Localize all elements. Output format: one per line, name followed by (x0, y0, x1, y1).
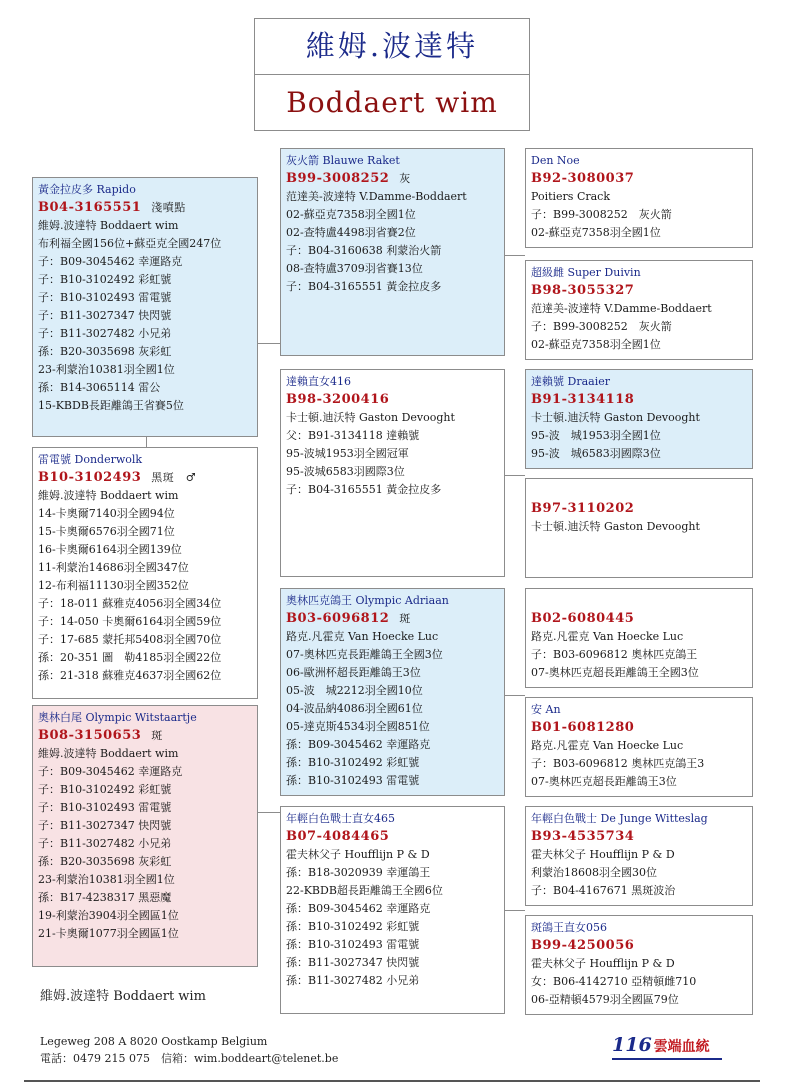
pedigree-line: Poitiers Crack (531, 190, 611, 203)
spacer (531, 482, 747, 500)
pedigree-card-hen416 (280, 369, 505, 577)
pedigree-line: 07-奧林匹克長距離鴿王全國3位 (286, 648, 443, 661)
pedigree-card-super-duivin (525, 260, 753, 360)
ring-number-text: B10-3102493 (38, 470, 142, 485)
ring-number (38, 199, 252, 217)
pedigree-line: 孫：B14-3065114 雷公 (38, 381, 161, 394)
ring-number (286, 391, 499, 409)
pigeon-name: 超級雌 Super Duivin (531, 266, 641, 279)
pedigree-line: 維姆.波達特 Boddaert wim (38, 219, 179, 232)
pedigree-card-b97 (525, 478, 753, 578)
site-logo (612, 1034, 722, 1058)
pedigree-line: 孫：20-351 圖 勒4185羽全國22位 (38, 651, 222, 664)
pedigree-card-witstaartje (32, 705, 258, 967)
pedigree-line: 子：14-050 卡奧爾6164羽全國59位 (38, 615, 222, 628)
pedigree-card-an (525, 697, 753, 797)
pigeon-name: 奧林匹克鴿王 Olympic Adriaan (286, 594, 449, 607)
ring-number (38, 469, 252, 487)
pedigree-line: 孫：B11-3027347 快閃號 (286, 956, 420, 969)
pedigree-line: 23-利蒙治10381羽全國1位 (38, 873, 175, 886)
ring-number-text: B07-4084465 (286, 829, 390, 844)
pedigree-line: 路克.凡霍克 Van Hoecke Luc (531, 630, 684, 643)
pigeon-name: 雷電號 Donderwolk (38, 453, 143, 466)
ring-number-text: B99-3008252 (286, 171, 390, 186)
pedigree-line: 子：B11-3027347 快閃號 (38, 819, 172, 832)
pedigree-line: 23-利蒙治10381羽全國1位 (38, 363, 175, 376)
pedigree-line: 06-亞精頓4579羽全國區79位 (531, 993, 679, 1006)
ring-number (531, 828, 747, 846)
pedigree-card-hen465 (280, 806, 505, 1014)
pigeon-name: 奧林白尾 Olympic Witstaartje (38, 711, 197, 724)
pedigree-line: 02-蘇亞克7358羽全國1位 (286, 208, 416, 221)
owner-name: 維姆.波達特 Boddaert wim (40, 989, 206, 1004)
footer-contact: 電話：0479 215 075 信箱：wim.boddeart@telenet.be (40, 1052, 339, 1065)
ring-number (531, 500, 747, 518)
pedigree-line: 95-波 城6583羽國際3位 (531, 447, 661, 460)
pedigree-card-b02 (525, 588, 753, 688)
ring-number (531, 937, 747, 955)
pedigree-line: 子：B10-3102492 彩虹號 (38, 273, 172, 286)
plumage-color: 淺噴點 (151, 201, 186, 214)
footer-address: Legeweg 208 A 8020 Oostkamp Belgium (40, 1035, 268, 1048)
pedigree-line: 霍夫林父子 Houfflijn P & D (286, 848, 430, 861)
pedigree-line: 子：B99-3008252 灰火箭 (531, 208, 672, 221)
pedigree-line: 維姆.波達特 Boddaert wim (38, 747, 179, 760)
pedigree-line: 卡士頓.迪沃特 Gaston Devooght (531, 520, 700, 533)
pigeon-name: 黃金拉皮多 Rapido (38, 183, 136, 196)
pedigree-line: 15-KBDB長距離鴿王省賽5位 (38, 399, 184, 412)
pedigree-line: 05-達克斯4534羽全國851位 (286, 720, 430, 733)
title-box (254, 18, 530, 131)
ring-number (286, 610, 499, 628)
pedigree-line: 孫：B10-3102492 彩虹號 (286, 756, 420, 769)
ring-number-text: B98-3200416 (286, 392, 390, 407)
pedigree-line: 08-查特盧3709羽省賽13位 (286, 262, 423, 275)
pigeon-name: 安 An (531, 703, 561, 716)
bottom-rule (24, 1080, 760, 1082)
connector (146, 437, 147, 447)
pedigree-line: 15-卡奧爾6576羽全國71位 (38, 525, 175, 538)
pedigree-line: 02-查特盧4498羽省賽2位 (286, 226, 416, 239)
ring-number (531, 719, 747, 737)
pedigree-card-donderwolk (32, 447, 258, 699)
pedigree-line: 子：B11-3027482 小兄弟 (38, 327, 172, 340)
pedigree-line: 子：B09-3045462 幸運路克 (38, 765, 183, 778)
plumage-color: 灰 (399, 172, 411, 185)
ring-number (531, 610, 747, 628)
pedigree-line: 霍夫林父子 Houfflijn P & D (531, 848, 675, 861)
pedigree-line: 維姆.波達特 Boddaert wim (38, 489, 179, 502)
pedigree-line: 子：18-011 蘇雅克4056羽全國34位 (38, 597, 222, 610)
pedigree-line: 06-歐洲杯超長距離鴿王3位 (286, 666, 421, 679)
pedigree-card-draaier (525, 369, 753, 469)
connector (258, 343, 280, 344)
ring-number-text: B93-4535734 (531, 829, 635, 844)
pedigree-line: 孫：B10-3102493 雷電號 (286, 938, 420, 951)
pedigree-line: 子：B10-3102492 彩虹號 (38, 783, 172, 796)
pedigree-line: 子：17-685 蒙托邦5408羽全國70位 (38, 633, 222, 646)
pigeon-name: 灰火箭 Blauwe Raket (286, 154, 400, 167)
pedigree-line: 95-波 城1953羽全國1位 (531, 429, 661, 442)
pedigree-line: 05-波 城2212羽全國10位 (286, 684, 423, 697)
ring-number-text: B04-3165551 (38, 200, 142, 215)
ring-number (286, 828, 499, 846)
pedigree-line: 孫：B10-3102493 雷電號 (286, 774, 420, 787)
pedigree-line: 子：B03-6096812 奧林匹克鴿王 (531, 648, 698, 661)
pedigree-line: 子：B04-4167671 黑斑波治 (531, 884, 676, 897)
pedigree-line: 孫：B18-3020939 幸運鴿王 (286, 866, 431, 879)
pedigree-line: 范達美-波達特 V.Damme-Boddaert (286, 190, 467, 203)
pedigree-line: 卡士頓.迪沃特 Gaston Devooght (286, 411, 455, 424)
logo-number: 116 (612, 1034, 652, 1056)
pedigree-line: 卡士頓.迪沃特 Gaston Devooght (531, 411, 700, 424)
pedigree-line: 子：B09-3045462 幸運路克 (38, 255, 183, 268)
pedigree-line: 路克.凡霍克 Van Hoecke Luc (531, 739, 684, 752)
pigeon-name: 年輕白色戰士 De Junge Witteslag (531, 812, 708, 825)
connector (505, 695, 525, 696)
pedigree-line: 孫：B09-3045462 幸運路克 (286, 902, 431, 915)
ring-number-text: B97-3110202 (531, 501, 635, 516)
pedigree-line: 02-蘇亞克7358羽全國1位 (531, 338, 661, 351)
pedigree-line: 孫：B11-3027482 小兄弟 (286, 974, 420, 987)
title-english: Boddaert wim (286, 86, 498, 119)
pedigree-line: 07-奧林匹克超長距離鴿王全國3位 (531, 666, 699, 679)
ring-number-text: B98-3055327 (531, 283, 635, 298)
connector (258, 812, 280, 813)
plumage-color: 斑 (151, 729, 163, 742)
ring-number-text: B92-3080037 (531, 171, 635, 186)
pedigree-line: 子：B11-3027347 快閃號 (38, 309, 172, 322)
pedigree-line: 范達美-波達特 V.Damme-Boddaert (531, 302, 712, 315)
pedigree-line: 04-波品納4086羽全國61位 (286, 702, 423, 715)
pedigree-card-den-noe (525, 148, 753, 248)
plumage-color: 斑 (399, 612, 411, 625)
pedigree-line: 21-卡奧爾1077羽全國區1位 (38, 927, 179, 940)
pedigree-line: 孫：B09-3045462 幸運路克 (286, 738, 431, 751)
pedigree-line: 孫：B20-3035698 灰彩虹 (38, 345, 172, 358)
pedigree-line: 孫：B20-3035698 灰彩虹 (38, 855, 172, 868)
pedigree-line: 子：B04-3165551 黃金拉皮多 (286, 280, 442, 293)
pedigree-line: 07-奧林匹克超長距離鴿王3位 (531, 775, 677, 788)
pedigree-line: 11-利蒙治14686羽全國347位 (38, 561, 189, 574)
pedigree-line: 14-卡奧爾7140羽全國94位 (38, 507, 175, 520)
pedigree-line: 利蒙治18608羽全國30位 (531, 866, 657, 879)
pedigree-card-adriaan (280, 588, 505, 796)
pedigree-line: 02-蘇亞克7358羽全國1位 (531, 226, 661, 239)
pedigree-line: 孫：B10-3102492 彩虹號 (286, 920, 420, 933)
footer (40, 1033, 338, 1067)
ring-number (38, 727, 252, 745)
pedigree-line: 子：B03-6096812 奧林匹克鴿王3 (531, 757, 705, 770)
pigeon-name: 斑鴿王直女056 (531, 921, 607, 934)
pigeon-name: Den Noe (531, 154, 580, 167)
pedigree-line: 子：B10-3102493 雷電號 (38, 801, 172, 814)
pigeon-name: 年輕白色戰士直女465 (286, 812, 395, 825)
ring-number-text: B08-3150653 (38, 728, 142, 743)
pedigree-line: 子：B04-3160638 利蒙治火箭 (286, 244, 442, 257)
ring-number (531, 170, 747, 188)
connector (505, 255, 525, 256)
pedigree-card-hen056 (525, 915, 753, 1015)
pedigree-card-witteslag (525, 806, 753, 906)
logo-text: 雲端血統 (653, 1039, 710, 1055)
pedigree-line: 12-布利福11130羽全國352位 (38, 579, 189, 592)
pedigree-line: 19-利蒙治3904羽全國區1位 (38, 909, 179, 922)
ring-number (531, 391, 747, 409)
logo-underline (612, 1058, 722, 1060)
pedigree-line: 父：B91-3134118 達賴號 (286, 429, 420, 442)
pedigree-line: 孫：21-318 蘇雅克4637羽全國62位 (38, 669, 222, 682)
pedigree-line: 子：B10-3102493 雷電號 (38, 291, 172, 304)
ring-number-text: B91-3134118 (531, 392, 635, 407)
pedigree-line: 子：B99-3008252 灰火箭 (531, 320, 672, 333)
pedigree-line: 霍夫林父子 Houfflijn P & D (531, 957, 675, 970)
ring-number-text: B01-6081280 (531, 720, 635, 735)
ring-number (531, 282, 747, 300)
pedigree-card-rapido (32, 177, 258, 437)
ring-number (286, 170, 499, 188)
pedigree-line: 布利福全國156位+蘇亞克全國247位 (38, 237, 222, 250)
pedigree-line: 16-卡奧爾6164羽全國139位 (38, 543, 182, 556)
pedigree-line: 女：B06-4142710 亞精頓雌710 (531, 975, 697, 988)
pedigree-line: 22-KBDB超長距離鴿王全國6位 (286, 884, 443, 897)
pedigree-line: 95-波城1953羽全國冠軍 (286, 447, 409, 460)
pedigree-line: 孫：B17-4238317 黑惡魔 (38, 891, 172, 904)
connector (505, 910, 525, 911)
spacer (531, 592, 747, 610)
connector (505, 475, 525, 476)
pedigree-line: 路克.凡霍克 Van Hoecke Luc (286, 630, 439, 643)
pigeon-name: 達賴直女416 (286, 375, 351, 388)
pedigree-line: 子：B11-3027482 小兄弟 (38, 837, 172, 850)
pigeon-name: 達賴號 Draaier (531, 375, 610, 388)
pedigree-card-blauwe-raket (280, 148, 505, 356)
plumage-color: 黑斑 ♂ (151, 471, 197, 484)
pedigree-line: 子：B04-3165551 黃金拉皮多 (286, 483, 442, 496)
ring-number-text: B99-4250056 (531, 938, 635, 953)
ring-number-text: B02-6080445 (531, 611, 635, 626)
title-chinese: 維姆.波達特 (255, 19, 529, 75)
pedigree-line: 95-波城6583羽國際3位 (286, 465, 405, 478)
ring-number-text: B03-6096812 (286, 611, 390, 626)
